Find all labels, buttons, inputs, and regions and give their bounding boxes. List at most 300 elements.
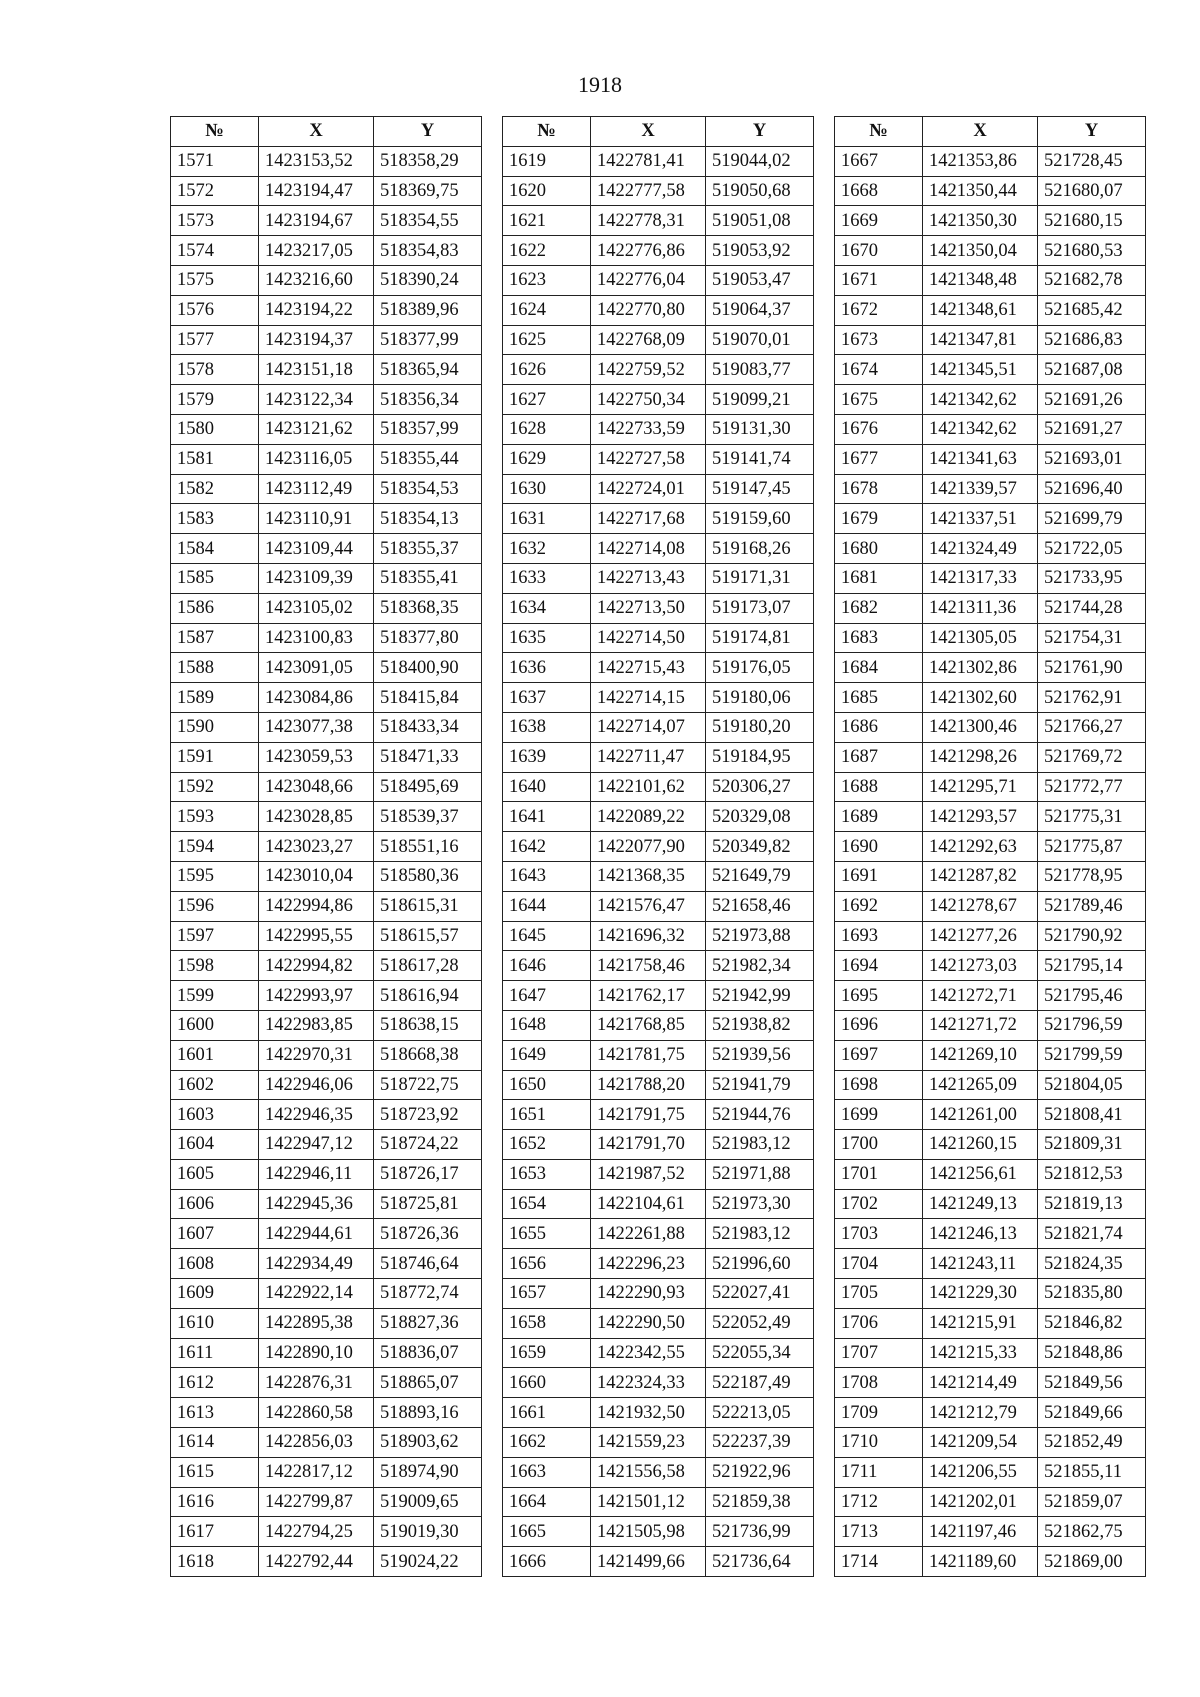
y-coordinate: 521799,59 (1038, 1040, 1146, 1070)
point-number: 1573 (171, 206, 259, 236)
x-coordinate: 1423112,49 (259, 474, 374, 504)
point-number: 1611 (171, 1338, 259, 1368)
point-number: 1643 (503, 861, 591, 891)
point-number: 1609 (171, 1279, 259, 1309)
x-coordinate: 1422296,23 (591, 1249, 706, 1279)
x-coordinate: 1421243,11 (923, 1249, 1038, 1279)
x-coordinate: 1422776,04 (591, 265, 706, 295)
y-coordinate: 521744,28 (1038, 593, 1146, 623)
x-coordinate: 1423109,39 (259, 563, 374, 593)
x-coordinate: 1421342,62 (923, 414, 1038, 444)
table-row (503, 1487, 814, 1517)
x-coordinate: 1421791,70 (591, 1130, 706, 1160)
header-y: Y (706, 117, 814, 147)
point-number: 1584 (171, 534, 259, 564)
table-row (835, 683, 1146, 713)
x-coordinate: 1422922,14 (259, 1279, 374, 1309)
table-row (835, 534, 1146, 564)
x-coordinate: 1422733,59 (591, 414, 706, 444)
x-coordinate: 1421762,17 (591, 981, 706, 1011)
y-coordinate: 518723,92 (374, 1100, 482, 1130)
x-coordinate: 1421260,15 (923, 1130, 1038, 1160)
y-coordinate: 521754,31 (1038, 623, 1146, 653)
point-number: 1655 (503, 1219, 591, 1249)
table-row (171, 325, 482, 355)
point-number: 1656 (503, 1249, 591, 1279)
point-number: 1657 (503, 1279, 591, 1309)
x-coordinate: 1422994,86 (259, 891, 374, 921)
header-x: X (259, 117, 374, 147)
point-number: 1709 (835, 1398, 923, 1428)
point-number: 1676 (835, 414, 923, 444)
y-coordinate: 521696,40 (1038, 474, 1146, 504)
table-row (171, 921, 482, 951)
y-coordinate: 518638,15 (374, 1010, 482, 1040)
point-number: 1619 (503, 146, 591, 176)
x-coordinate: 1423105,02 (259, 593, 374, 623)
table-row (171, 623, 482, 653)
table-row (835, 265, 1146, 295)
x-coordinate: 1422970,31 (259, 1040, 374, 1070)
x-coordinate: 1421337,51 (923, 504, 1038, 534)
point-number: 1639 (503, 742, 591, 772)
point-number: 1699 (835, 1100, 923, 1130)
y-coordinate: 521680,53 (1038, 236, 1146, 266)
table-row (503, 1219, 814, 1249)
y-coordinate: 521795,46 (1038, 981, 1146, 1011)
table-row (835, 474, 1146, 504)
x-coordinate: 1421341,63 (923, 444, 1038, 474)
table-row (503, 325, 814, 355)
table-row (171, 1547, 482, 1577)
table-row (835, 1040, 1146, 1070)
table-row (503, 1249, 814, 1279)
table-row (835, 325, 1146, 355)
y-coordinate: 520329,08 (706, 802, 814, 832)
y-coordinate: 518389,96 (374, 295, 482, 325)
y-coordinate: 519141,74 (706, 444, 814, 474)
y-coordinate: 521852,49 (1038, 1428, 1146, 1458)
table-row (171, 951, 482, 981)
x-coordinate: 1421305,05 (923, 623, 1038, 653)
y-coordinate: 518772,74 (374, 1279, 482, 1309)
x-coordinate: 1421256,61 (923, 1159, 1038, 1189)
x-coordinate: 1421350,04 (923, 236, 1038, 266)
y-coordinate: 519168,26 (706, 534, 814, 564)
point-number: 1626 (503, 355, 591, 385)
table-row (835, 1547, 1146, 1577)
y-coordinate: 519159,60 (706, 504, 814, 534)
table-row (835, 712, 1146, 742)
y-coordinate: 519176,05 (706, 653, 814, 683)
point-number: 1621 (503, 206, 591, 236)
table-row (835, 1428, 1146, 1458)
table-row (171, 712, 482, 742)
y-coordinate: 522237,39 (706, 1428, 814, 1458)
point-number: 1599 (171, 981, 259, 1011)
x-coordinate: 1421197,46 (923, 1517, 1038, 1547)
x-coordinate: 1422714,07 (591, 712, 706, 742)
y-coordinate: 519099,21 (706, 385, 814, 415)
point-number: 1653 (503, 1159, 591, 1189)
point-number: 1685 (835, 683, 923, 713)
point-number: 1636 (503, 653, 591, 683)
point-number: 1698 (835, 1070, 923, 1100)
table-row (835, 742, 1146, 772)
x-coordinate: 1422104,61 (591, 1189, 706, 1219)
x-coordinate: 1423151,18 (259, 355, 374, 385)
coordinates-table-1 (170, 116, 482, 1577)
point-number: 1659 (503, 1338, 591, 1368)
table-row (503, 1428, 814, 1458)
point-number: 1637 (503, 683, 591, 713)
point-number: 1633 (503, 563, 591, 593)
point-number: 1581 (171, 444, 259, 474)
table-row (503, 1368, 814, 1398)
table-row (503, 861, 814, 891)
table-row (835, 921, 1146, 951)
point-number: 1596 (171, 891, 259, 921)
x-coordinate: 1422724,01 (591, 474, 706, 504)
header-number: № (835, 117, 923, 147)
x-coordinate: 1421214,49 (923, 1368, 1038, 1398)
x-coordinate: 1423010,04 (259, 861, 374, 891)
table-row (503, 504, 814, 534)
y-coordinate: 521789,46 (1038, 891, 1146, 921)
table-row (503, 534, 814, 564)
table-row (835, 951, 1146, 981)
y-coordinate: 518893,16 (374, 1398, 482, 1428)
point-number: 1663 (503, 1457, 591, 1487)
y-coordinate: 518358,29 (374, 146, 482, 176)
x-coordinate: 1423216,60 (259, 265, 374, 295)
y-coordinate: 518726,36 (374, 1219, 482, 1249)
y-coordinate: 519147,45 (706, 474, 814, 504)
table-row (835, 1338, 1146, 1368)
coordinates-table-3 (834, 116, 1146, 1577)
y-coordinate: 521687,08 (1038, 355, 1146, 385)
table-row (171, 1100, 482, 1130)
table-row (171, 742, 482, 772)
x-coordinate: 1421293,57 (923, 802, 1038, 832)
y-coordinate: 521862,75 (1038, 1517, 1146, 1547)
x-coordinate: 1421348,48 (923, 265, 1038, 295)
x-coordinate: 1421556,58 (591, 1457, 706, 1487)
table-row (503, 176, 814, 206)
x-coordinate: 1421348,61 (923, 295, 1038, 325)
point-number: 1665 (503, 1517, 591, 1547)
y-coordinate: 518615,57 (374, 921, 482, 951)
table-row (835, 1487, 1146, 1517)
point-number: 1635 (503, 623, 591, 653)
y-coordinate: 518827,36 (374, 1308, 482, 1338)
y-coordinate: 518580,36 (374, 861, 482, 891)
x-coordinate: 1422713,43 (591, 563, 706, 593)
point-number: 1615 (171, 1457, 259, 1487)
x-coordinate: 1422799,87 (259, 1487, 374, 1517)
table-row (503, 1040, 814, 1070)
table-row (503, 951, 814, 981)
x-coordinate: 1421302,86 (923, 653, 1038, 683)
point-number: 1684 (835, 653, 923, 683)
point-number: 1651 (503, 1100, 591, 1130)
y-coordinate: 521973,30 (706, 1189, 814, 1219)
point-number: 1588 (171, 653, 259, 683)
table-row (503, 1517, 814, 1547)
table-row (171, 683, 482, 713)
table-row (171, 176, 482, 206)
point-number: 1697 (835, 1040, 923, 1070)
point-number: 1683 (835, 623, 923, 653)
y-coordinate: 521649,79 (706, 861, 814, 891)
y-coordinate: 519044,02 (706, 146, 814, 176)
header-row (503, 117, 814, 147)
point-number: 1672 (835, 295, 923, 325)
x-coordinate: 1422946,11 (259, 1159, 374, 1189)
y-coordinate: 521691,26 (1038, 385, 1146, 415)
y-coordinate: 518668,38 (374, 1040, 482, 1070)
x-coordinate: 1421265,09 (923, 1070, 1038, 1100)
point-number: 1701 (835, 1159, 923, 1189)
x-coordinate: 1423153,52 (259, 146, 374, 176)
y-coordinate: 519173,07 (706, 593, 814, 623)
x-coordinate: 1422714,15 (591, 683, 706, 713)
point-number: 1594 (171, 832, 259, 862)
table-row (171, 802, 482, 832)
y-coordinate: 518355,44 (374, 444, 482, 474)
table-row (171, 1517, 482, 1547)
y-coordinate: 521722,05 (1038, 534, 1146, 564)
table-row (835, 414, 1146, 444)
point-number: 1613 (171, 1398, 259, 1428)
y-coordinate: 521804,05 (1038, 1070, 1146, 1100)
point-number: 1673 (835, 325, 923, 355)
point-number: 1579 (171, 385, 259, 415)
point-number: 1598 (171, 951, 259, 981)
table-row (503, 712, 814, 742)
y-coordinate: 521869,00 (1038, 1547, 1146, 1577)
table-row (503, 1279, 814, 1309)
point-number: 1694 (835, 951, 923, 981)
point-number: 1652 (503, 1130, 591, 1160)
point-number: 1578 (171, 355, 259, 385)
x-coordinate: 1421758,46 (591, 951, 706, 981)
x-coordinate: 1422890,10 (259, 1338, 374, 1368)
y-coordinate: 521658,46 (706, 891, 814, 921)
y-coordinate: 518722,75 (374, 1070, 482, 1100)
point-number: 1675 (835, 385, 923, 415)
x-coordinate: 1421292,63 (923, 832, 1038, 862)
y-coordinate: 518726,17 (374, 1159, 482, 1189)
x-coordinate: 1422778,31 (591, 206, 706, 236)
header-number: № (171, 117, 259, 147)
x-coordinate: 1421246,13 (923, 1219, 1038, 1249)
x-coordinate: 1421300,46 (923, 712, 1038, 742)
table-row (171, 1338, 482, 1368)
x-coordinate: 1421324,49 (923, 534, 1038, 564)
x-coordinate: 1423217,05 (259, 236, 374, 266)
y-coordinate: 521775,87 (1038, 832, 1146, 862)
y-coordinate: 522027,41 (706, 1279, 814, 1309)
y-coordinate: 519180,06 (706, 683, 814, 713)
x-coordinate: 1421273,03 (923, 951, 1038, 981)
point-number: 1689 (835, 802, 923, 832)
table-row (171, 206, 482, 236)
x-coordinate: 1423109,44 (259, 534, 374, 564)
y-coordinate: 521819,13 (1038, 1189, 1146, 1219)
y-coordinate: 521733,95 (1038, 563, 1146, 593)
y-coordinate: 521762,91 (1038, 683, 1146, 713)
y-coordinate: 521761,90 (1038, 653, 1146, 683)
y-coordinate: 518355,37 (374, 534, 482, 564)
point-number: 1674 (835, 355, 923, 385)
y-coordinate: 518836,07 (374, 1338, 482, 1368)
y-coordinate: 521682,78 (1038, 265, 1146, 295)
y-coordinate: 519053,47 (706, 265, 814, 295)
table-row (503, 146, 814, 176)
table-row (835, 206, 1146, 236)
y-coordinate: 519064,37 (706, 295, 814, 325)
point-number: 1572 (171, 176, 259, 206)
point-number: 1624 (503, 295, 591, 325)
y-coordinate: 518377,80 (374, 623, 482, 653)
table-row (835, 563, 1146, 593)
x-coordinate: 1421229,30 (923, 1279, 1038, 1309)
x-coordinate: 1422781,41 (591, 146, 706, 176)
y-coordinate: 519131,30 (706, 414, 814, 444)
point-number: 1607 (171, 1219, 259, 1249)
y-coordinate: 518354,55 (374, 206, 482, 236)
x-coordinate: 1421277,26 (923, 921, 1038, 951)
table-row (171, 385, 482, 415)
x-coordinate: 1422714,08 (591, 534, 706, 564)
x-coordinate: 1422856,03 (259, 1428, 374, 1458)
table-row (503, 742, 814, 772)
y-coordinate: 521859,07 (1038, 1487, 1146, 1517)
y-coordinate: 521766,27 (1038, 712, 1146, 742)
x-coordinate: 1423194,67 (259, 206, 374, 236)
x-coordinate: 1422860,58 (259, 1398, 374, 1428)
table-row (171, 1189, 482, 1219)
y-coordinate: 518617,28 (374, 951, 482, 981)
table-row (503, 414, 814, 444)
x-coordinate: 1421781,75 (591, 1040, 706, 1070)
y-coordinate: 520349,82 (706, 832, 814, 862)
x-coordinate: 1422077,90 (591, 832, 706, 862)
x-coordinate: 1421788,20 (591, 1070, 706, 1100)
table-row (171, 1368, 482, 1398)
y-coordinate: 521941,79 (706, 1070, 814, 1100)
point-number: 1577 (171, 325, 259, 355)
table-row (835, 1130, 1146, 1160)
point-number: 1583 (171, 504, 259, 534)
point-number: 1612 (171, 1368, 259, 1398)
table-row (835, 772, 1146, 802)
table-row (503, 236, 814, 266)
x-coordinate: 1421353,86 (923, 146, 1038, 176)
y-coordinate: 521848,86 (1038, 1338, 1146, 1368)
point-number: 1692 (835, 891, 923, 921)
table-row (835, 1398, 1146, 1428)
table-row (171, 444, 482, 474)
table-row (503, 1308, 814, 1338)
y-coordinate: 518356,34 (374, 385, 482, 415)
table-row (835, 1219, 1146, 1249)
x-coordinate: 1423023,27 (259, 832, 374, 862)
x-coordinate: 1423194,37 (259, 325, 374, 355)
x-coordinate: 1422817,12 (259, 1457, 374, 1487)
table-row (171, 1070, 482, 1100)
table-row (503, 653, 814, 683)
point-number: 1622 (503, 236, 591, 266)
point-number: 1703 (835, 1219, 923, 1249)
point-number: 1603 (171, 1100, 259, 1130)
header-y: Y (374, 117, 482, 147)
x-coordinate: 1422944,61 (259, 1219, 374, 1249)
x-coordinate: 1421339,57 (923, 474, 1038, 504)
point-number: 1681 (835, 563, 923, 593)
x-coordinate: 1421499,66 (591, 1547, 706, 1577)
point-number: 1618 (171, 1547, 259, 1577)
x-coordinate: 1422727,58 (591, 444, 706, 474)
table-row (835, 981, 1146, 1011)
x-coordinate: 1422994,82 (259, 951, 374, 981)
x-coordinate: 1421317,33 (923, 563, 1038, 593)
point-number: 1650 (503, 1070, 591, 1100)
y-coordinate: 521939,56 (706, 1040, 814, 1070)
y-coordinate: 522055,34 (706, 1338, 814, 1368)
point-number: 1593 (171, 802, 259, 832)
x-coordinate: 1422711,47 (591, 742, 706, 772)
table-row (835, 802, 1146, 832)
y-coordinate: 521846,82 (1038, 1308, 1146, 1338)
x-coordinate: 1421287,82 (923, 861, 1038, 891)
table-row (503, 1457, 814, 1487)
x-coordinate: 1423121,62 (259, 414, 374, 444)
x-coordinate: 1421209,54 (923, 1428, 1038, 1458)
table-row (503, 1547, 814, 1577)
x-coordinate: 1422983,85 (259, 1010, 374, 1040)
y-coordinate: 518551,16 (374, 832, 482, 862)
y-coordinate: 518433,34 (374, 712, 482, 742)
table-row (835, 385, 1146, 415)
table-row (171, 1428, 482, 1458)
y-coordinate: 521769,72 (1038, 742, 1146, 772)
point-number: 1680 (835, 534, 923, 564)
point-number: 1644 (503, 891, 591, 921)
table-row (835, 355, 1146, 385)
table-row (171, 534, 482, 564)
x-coordinate: 1422934,49 (259, 1249, 374, 1279)
table-row (503, 265, 814, 295)
table-row (835, 593, 1146, 623)
y-coordinate: 521686,83 (1038, 325, 1146, 355)
point-number: 1670 (835, 236, 923, 266)
y-coordinate: 521775,31 (1038, 802, 1146, 832)
table-row (503, 206, 814, 236)
table-row (503, 891, 814, 921)
y-coordinate: 521982,34 (706, 951, 814, 981)
x-coordinate: 1421302,60 (923, 683, 1038, 713)
x-coordinate: 1421278,67 (923, 891, 1038, 921)
point-number: 1661 (503, 1398, 591, 1428)
table-row (171, 1159, 482, 1189)
x-coordinate: 1421272,71 (923, 981, 1038, 1011)
table-row (171, 1457, 482, 1487)
y-coordinate: 518357,99 (374, 414, 482, 444)
x-coordinate: 1423077,38 (259, 712, 374, 742)
x-coordinate: 1422290,93 (591, 1279, 706, 1309)
